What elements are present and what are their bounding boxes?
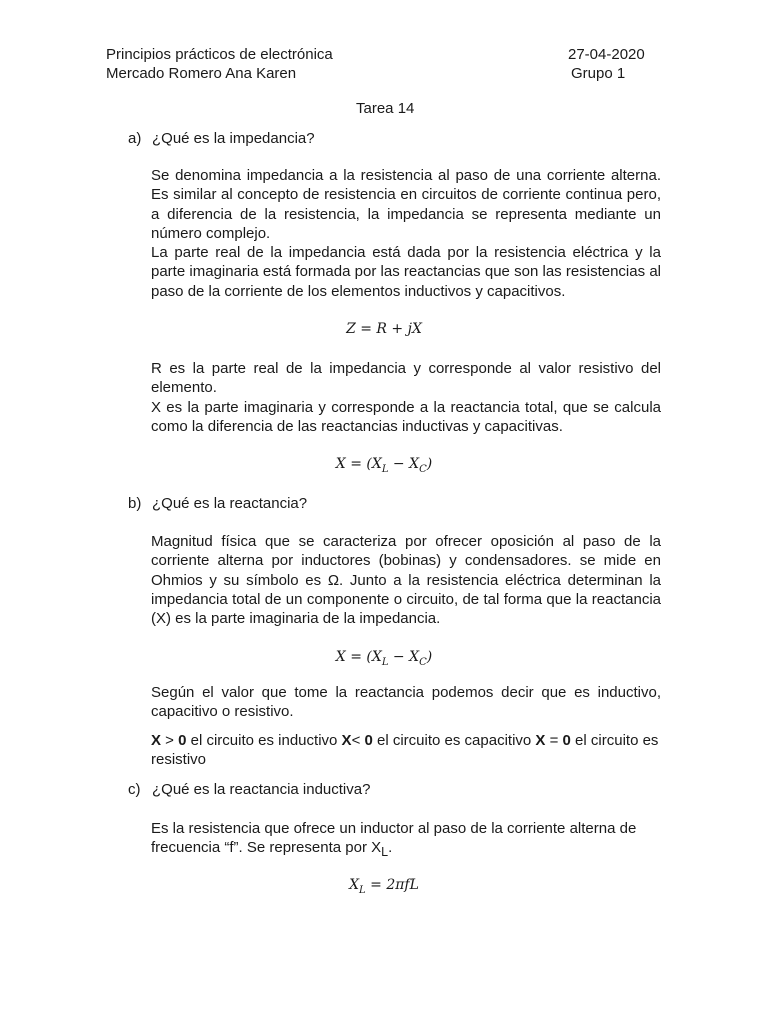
section-a-para2: La parte real de la impedancia está dada por la resistencia eléctrica y la parte imaginaria está formada por las reactancias que son las resistencias al paso de la corriente de los elementos inductivos y capacitivos. [151, 244, 661, 300]
case-text-3: el circuito es [570, 732, 659, 749]
document-title: Tarea 14 [356, 100, 415, 117]
equation-reactance-b-text: $X = (X_L - X_C)$ [335, 649, 433, 668]
section-a-para1: Se denomina impedancia a la resistencia al paso de una corriente alterna. Es similar al concepto de resistencia en circuitos de corriente continua pero, a diferencia de la resistencia, la impedancia se representa mediante un número complejo. [151, 167, 661, 242]
question-a [128, 129, 315, 148]
date: 27-04-2020 [568, 46, 645, 63]
section-b-body-2 [151, 683, 661, 722]
section-c-para1: Es la resistencia que ofrece un inductor al paso de la corriente alterna de [151, 820, 637, 837]
case-zero-2: 0 [364, 732, 373, 749]
case-text-4: resistivo [151, 751, 207, 769]
section-b-body [151, 532, 661, 628]
section-a-body-2 [151, 359, 661, 436]
case-zero-3: 0 [562, 732, 571, 749]
student-name: Mercado Romero Ana Karen [106, 65, 297, 82]
case-x-3: X [535, 732, 546, 749]
case-op-1: > [161, 732, 179, 749]
equation-reactance-b [0, 649, 768, 668]
question-c-label: c) [128, 781, 141, 798]
section-c-body [151, 819, 661, 863]
equation-impedance-text: Z = R + jX [346, 321, 422, 337]
section-c-para1b: frecuencia “f”. Se representa por $X_L$. [151, 839, 393, 860]
course-name: Principios prácticos de electrónica [106, 46, 333, 63]
case-zero-1: 0 [178, 732, 187, 749]
section-a-body [151, 166, 661, 301]
group: Grupo 1 [571, 65, 626, 82]
section-a-para4: X es la parte imaginaria y corresponde a la reactancia total, que se calcula como la diferencia de las reactancias inductivas y capacitivas. [151, 398, 661, 435]
question-b-label: b) [128, 495, 142, 512]
question-a-text: ¿Qué es la impedancia? [152, 130, 315, 147]
section-a-para3: R es la parte real de la impedancia y corresponde al valor resistivo del elemento. [151, 360, 661, 397]
equation-impedance [0, 321, 768, 337]
question-c-text: ¿Qué es la reactancia inductiva? [152, 781, 371, 798]
case-text-2: el circuito es capacitivo [372, 732, 536, 749]
case-text-1: el circuito es inductivo [186, 732, 342, 749]
case-x-2: X [341, 732, 352, 749]
equation-inductive [0, 877, 768, 896]
equation-reactance-a [0, 456, 768, 475]
case-op-3: = [545, 732, 563, 749]
question-b [128, 494, 307, 513]
reactance-cases [151, 731, 661, 770]
case-op-2: < [351, 732, 365, 749]
question-b-text: ¿Qué es la reactancia? [152, 495, 308, 512]
section-b-para1: Magnitud física que se caracteriza por ofrecer oposición al paso de la corriente alterna por inductores (bobinas) y condensadores. se mide en Ohmios y su símbolo es Ω. Junto a la resistencia eléctrica determinan la impedancia total de un componente o circuito, de tal forma que la reactancia (X) es la parte imaginaria de la impedancia. [151, 533, 661, 628]
equation-reactance-a-text: $X = (X_L - X_C)$ [335, 456, 433, 475]
equation-inductive-text: $X_L = 2\pi fL$ [349, 877, 419, 896]
reactance-cases-line [151, 731, 661, 770]
section-b-para2: Según el valor que tome la reactancia podemos decir que es inductivo, capacitivo o resistivo. [151, 684, 661, 721]
case-x-1: X [151, 732, 162, 749]
question-c [128, 780, 370, 799]
question-a-label: a) [128, 130, 142, 147]
